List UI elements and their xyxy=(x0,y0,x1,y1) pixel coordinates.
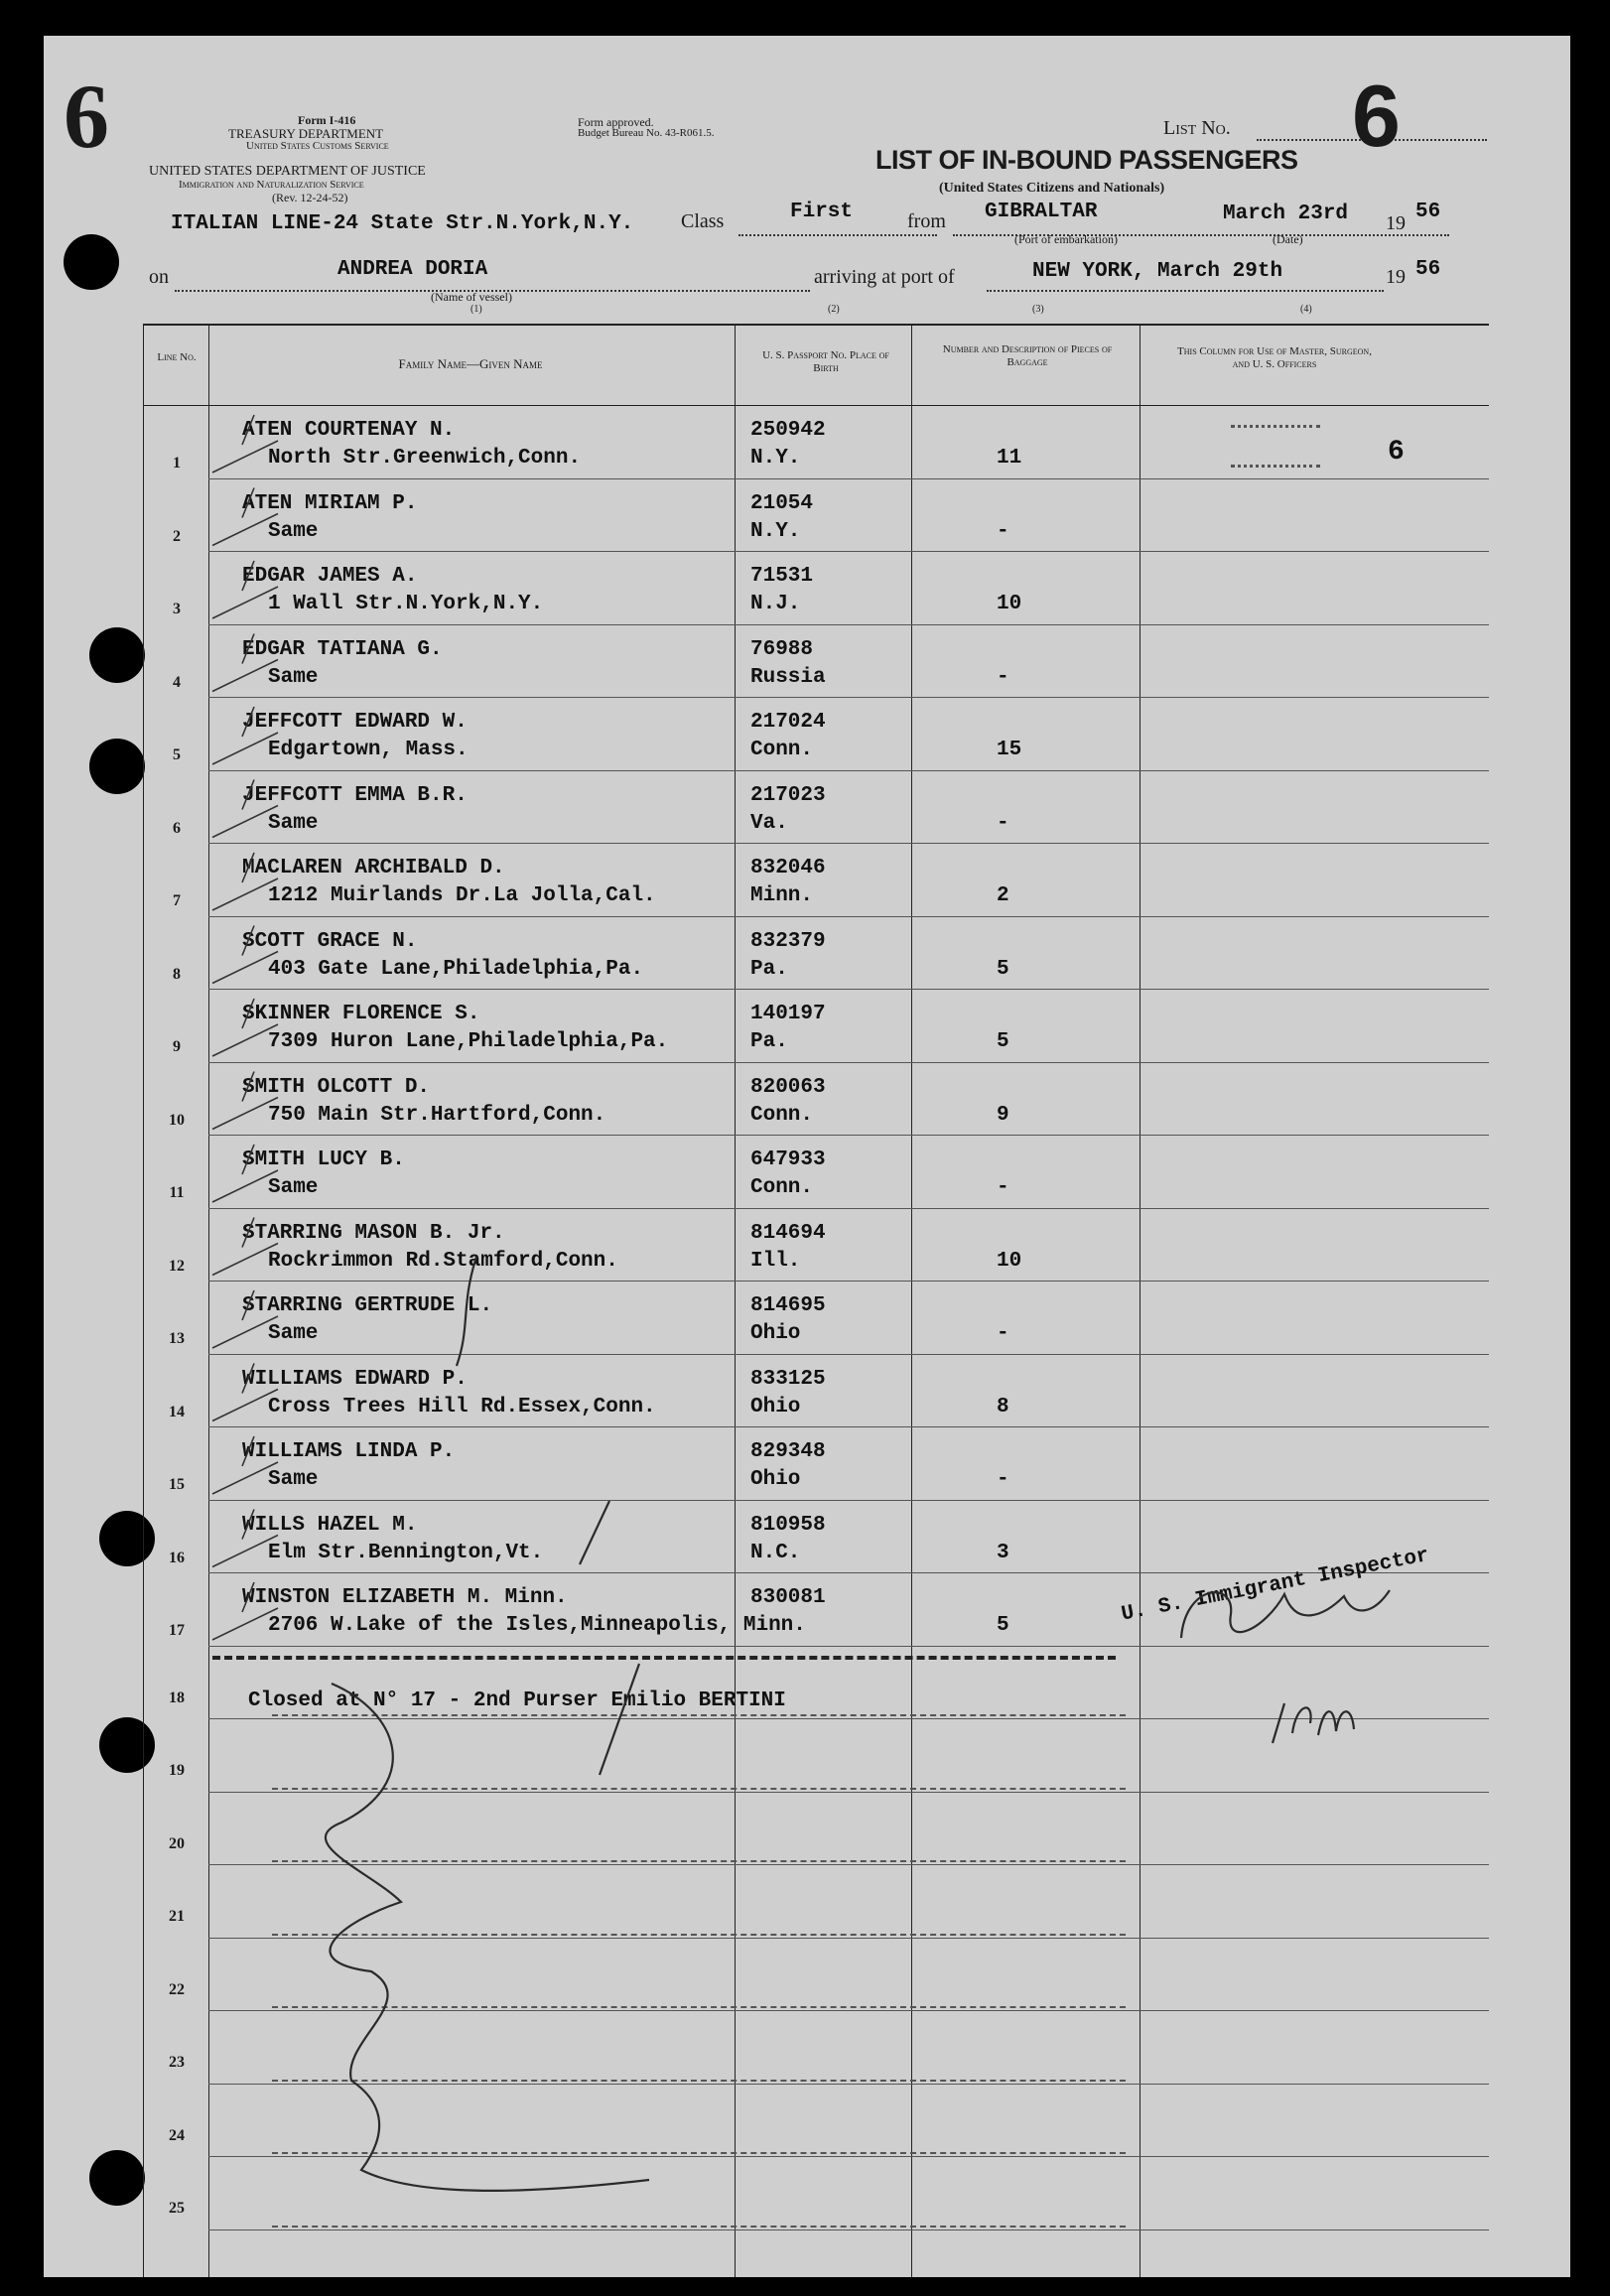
place-of-birth: Minn. xyxy=(750,884,814,907)
passenger-name: EDGAR TATIANA G. xyxy=(242,637,443,661)
baggage-count: 8 xyxy=(997,1395,1009,1418)
passenger-address: Same xyxy=(268,1322,319,1345)
passenger-name: SMITH OLCOTT D. xyxy=(242,1075,431,1099)
check-mark xyxy=(212,561,278,618)
check-mark xyxy=(212,1290,278,1348)
check-mark xyxy=(212,1218,278,1276)
port-of-embarkation: GIBRALTAR xyxy=(985,201,1098,223)
col-index-4: (4) xyxy=(1300,304,1312,315)
from-label: from xyxy=(907,210,946,232)
check-mark xyxy=(212,999,278,1056)
list-no-value: 6 xyxy=(1352,67,1401,165)
passport-number: 647933 xyxy=(750,1148,826,1171)
col-index-3: (3) xyxy=(1032,304,1044,315)
place-of-birth: Ohio xyxy=(750,1322,801,1345)
baggage-count: - xyxy=(997,519,1009,543)
passenger-name: JEFFCOTT EMMA B.R. xyxy=(242,783,468,807)
col-head-passport: U. S. Passport No. Place of Birth xyxy=(762,349,889,374)
col-head-officers: This Column for Use of Master, Surgeon, and U. S. Officers xyxy=(1177,345,1372,370)
place-of-birth: Pa. xyxy=(750,957,788,981)
on-label: on xyxy=(149,266,169,288)
passenger-name: STARRING MASON B. Jr. xyxy=(242,1221,505,1245)
form-approved: Form approved. xyxy=(578,115,654,129)
place-of-birth: N.J. xyxy=(750,593,801,615)
line-number: 4 xyxy=(173,673,181,691)
form-number: Form I-416 xyxy=(298,113,356,127)
passport-number: 820063 xyxy=(750,1075,826,1099)
col-index-2: (2) xyxy=(828,304,840,315)
passenger-address: Same xyxy=(268,665,319,689)
year-prefix-1: 19 xyxy=(1386,212,1406,234)
passenger-name: ATEN COURTENAY N. xyxy=(242,419,456,442)
passport-number: 76988 xyxy=(750,637,814,661)
baggage-count: 9 xyxy=(997,1103,1009,1127)
year-2: 56 xyxy=(1415,258,1441,281)
line-number: 16 xyxy=(169,1549,185,1566)
passenger-name: WILLS HAZEL M. xyxy=(242,1513,418,1537)
port-embark-caption: (Port of embarkation) xyxy=(1014,232,1118,246)
baggage-count: 5 xyxy=(997,1614,1009,1637)
passenger-address: 7309 Huron Lane,Philadelphia,Pa. xyxy=(268,1030,669,1053)
place-of-birth: N.Y. xyxy=(750,519,801,543)
check-mark xyxy=(212,1436,278,1494)
line-number: 2 xyxy=(173,527,181,545)
passenger-address: Edgartown, Mass. xyxy=(268,739,469,761)
vessel-caption: (Name of vessel) xyxy=(431,290,512,304)
port-of-arrival: NEW YORK, March 29th xyxy=(1032,260,1283,283)
baggage-count: 5 xyxy=(997,1030,1009,1053)
revision-date: (Rev. 12-24-52) xyxy=(272,191,348,204)
passenger-name: SMITH LUCY B. xyxy=(242,1148,405,1171)
passport-number: 217023 xyxy=(750,783,826,807)
col-head-baggage: Number and Description of Pieces of Baggage xyxy=(942,343,1113,368)
departure-date: March 23rd xyxy=(1223,203,1349,225)
passenger-address: Cross Trees Hill Rd.Essex,Conn. xyxy=(268,1395,656,1418)
line-number: 11 xyxy=(169,1184,185,1201)
handwritten-marks xyxy=(44,36,1570,2277)
passport-number: 810958 xyxy=(750,1513,826,1537)
passenger-name: WINSTON ELIZABETH M. Minn. xyxy=(242,1586,568,1609)
passenger-name: SCOTT GRACE N. xyxy=(242,929,418,953)
passenger-name: SKINNER FLORENCE S. xyxy=(242,1003,480,1025)
line-number: 25 xyxy=(169,2200,185,2217)
customs-service: United States Customs Service xyxy=(246,140,389,152)
line-number: 10 xyxy=(169,1111,185,1129)
baggage-count: 10 xyxy=(997,593,1022,615)
passenger-name: STARRING GERTRUDE L. xyxy=(242,1294,493,1317)
treasury-dept: TREASURY DEPARTMENT xyxy=(228,126,384,141)
place-of-birth: Ohio xyxy=(750,1395,801,1418)
passenger-name: WILLIAMS LINDA P. xyxy=(242,1440,456,1463)
justice-dept: UNITED STATES DEPARTMENT OF JUSTICE xyxy=(149,164,426,179)
line-number: 14 xyxy=(169,1403,185,1420)
line-number: 18 xyxy=(169,1688,185,1706)
corner-mark: 6 xyxy=(64,66,109,167)
check-mark xyxy=(212,926,278,984)
check-mark xyxy=(212,1072,278,1130)
line-number: 21 xyxy=(169,1908,185,1925)
arriving-label: arriving at port of xyxy=(814,266,955,288)
passenger-address: 403 Gate Lane,Philadelphia,Pa. xyxy=(268,957,644,981)
passenger-address: Same xyxy=(268,1176,319,1199)
passenger-name: JEFFCOTT EDWARD W. xyxy=(242,711,468,734)
line-number: 19 xyxy=(169,1762,185,1779)
passport-number: 832379 xyxy=(750,929,826,953)
line-number: 17 xyxy=(169,1622,185,1639)
line-number: 9 xyxy=(173,1038,181,1055)
check-mark xyxy=(212,1145,278,1202)
place-of-birth: Russia xyxy=(750,665,826,689)
line-number: 15 xyxy=(169,1476,185,1493)
passport-number: 814694 xyxy=(750,1221,826,1245)
passenger-name: EDGAR JAMES A. xyxy=(242,565,418,588)
date-caption: (Date) xyxy=(1273,232,1303,246)
check-mark xyxy=(212,488,278,546)
baggage-count: - xyxy=(997,1176,1009,1199)
passport-number: 814695 xyxy=(750,1294,826,1317)
closing-note: Closed at N° 17 - 2nd Purser Emilio BERTINI xyxy=(248,1689,786,1712)
class-label: Class xyxy=(681,210,725,232)
passenger-address: Rockrimmon Rd.Stamford,Conn. xyxy=(268,1249,618,1273)
baggage-count: 5 xyxy=(997,957,1009,981)
passenger-address: Elm Str.Bennington,Vt. xyxy=(268,1541,544,1564)
line-number: 7 xyxy=(173,892,181,909)
line-number: 6 xyxy=(173,819,181,837)
year-1: 56 xyxy=(1415,201,1441,223)
list-no-label: List No. xyxy=(1163,117,1231,139)
check-mark xyxy=(212,853,278,910)
passport-number: 71531 xyxy=(750,565,814,588)
baggage-count: - xyxy=(997,1468,1009,1491)
officer-mark: 6 xyxy=(1388,437,1405,468)
passenger-address: Same xyxy=(268,519,319,543)
baggage-count: 10 xyxy=(997,1249,1022,1273)
passenger-address: 750 Main Str.Hartford,Conn. xyxy=(268,1103,606,1127)
inspector-stamp: U. S. Immigrant Inspector xyxy=(1120,1544,1431,1627)
col-head-name: Family Name—Given Name xyxy=(398,356,543,371)
passenger-address: 1 Wall Str.N.York,N.Y. xyxy=(268,593,544,615)
passenger-name: WILLIAMS EDWARD P. xyxy=(242,1367,468,1391)
baggage-count: 11 xyxy=(997,447,1022,470)
baggage-count: 15 xyxy=(997,739,1022,761)
line-number: 5 xyxy=(173,746,181,763)
baggage-count: - xyxy=(997,811,1009,835)
line-number: 3 xyxy=(173,601,181,617)
check-mark xyxy=(212,415,278,473)
passport-number: 21054 xyxy=(750,491,814,515)
passport-number: 829348 xyxy=(750,1440,826,1463)
passenger-name: MACLAREN ARCHIBALD D. xyxy=(242,857,505,879)
page-subtitle: (United States Citizens and Nationals) xyxy=(939,181,1165,196)
page-title: LIST OF IN-BOUND PASSENGERS xyxy=(875,145,1298,175)
passport-number: 832046 xyxy=(750,857,826,879)
passport-number: 250942 xyxy=(750,419,826,442)
baggage-count: 2 xyxy=(997,884,1009,907)
place-of-birth: N.Y. xyxy=(750,447,801,470)
passport-number: 140197 xyxy=(750,1003,826,1025)
ins-service: Immigration and Naturalization Service xyxy=(179,179,364,191)
line-number: 8 xyxy=(173,965,181,983)
baggage-count: - xyxy=(997,665,1009,689)
place-of-birth: Ill. xyxy=(750,1249,801,1273)
place-of-birth: Conn. xyxy=(750,1176,814,1199)
passenger-address: Same xyxy=(268,811,319,835)
check-mark xyxy=(212,780,278,838)
manifest-sheet xyxy=(44,36,1570,2277)
col-index-1: (1) xyxy=(470,304,482,315)
line-number: 1 xyxy=(173,455,181,472)
passenger-address: North Str.Greenwich,Conn. xyxy=(268,447,582,470)
col-head-line-no: Line No. xyxy=(157,351,197,363)
check-mark xyxy=(212,1364,278,1421)
check-mark xyxy=(212,1582,278,1640)
place-of-birth: Conn. xyxy=(750,1103,814,1127)
passport-number: 217024 xyxy=(750,711,826,734)
passenger-name: ATEN MIRIAM P. xyxy=(242,491,418,515)
line-number: 22 xyxy=(169,1980,185,1998)
class-value: First xyxy=(790,201,854,223)
line-number: 20 xyxy=(169,1834,185,1852)
steamship-line: ITALIAN LINE-24 State Str.N.York,N.Y. xyxy=(171,212,634,235)
check-mark xyxy=(212,634,278,692)
place-of-birth: Pa. xyxy=(750,1030,788,1053)
line-number: 13 xyxy=(169,1330,185,1347)
place-of-birth: Conn. xyxy=(750,739,814,761)
passenger-address: 1212 Muirlands Dr.La Jolla,Cal. xyxy=(268,884,656,907)
baggage-count: - xyxy=(997,1322,1009,1345)
check-mark xyxy=(212,707,278,764)
passenger-address: 2706 W.Lake of the Isles,Minneapolis, Minn. xyxy=(268,1614,806,1637)
passport-number: 833125 xyxy=(750,1367,826,1391)
budget-bureau: Budget Bureau No. 43-R061.5. xyxy=(578,127,715,139)
line-number: 24 xyxy=(169,2126,185,2144)
line-number: 12 xyxy=(169,1257,185,1275)
year-prefix-2: 19 xyxy=(1386,266,1406,288)
passenger-address: Same xyxy=(268,1468,319,1491)
vessel-name: ANDREA DORIA xyxy=(337,258,488,281)
line-number: 23 xyxy=(169,2054,185,2071)
check-mark xyxy=(212,1510,278,1567)
place-of-birth: Va. xyxy=(750,811,788,835)
place-of-birth: Ohio xyxy=(750,1468,801,1491)
passport-number: 830081 xyxy=(750,1586,826,1609)
place-of-birth: N.C. xyxy=(750,1541,801,1564)
baggage-count: 3 xyxy=(997,1541,1009,1564)
